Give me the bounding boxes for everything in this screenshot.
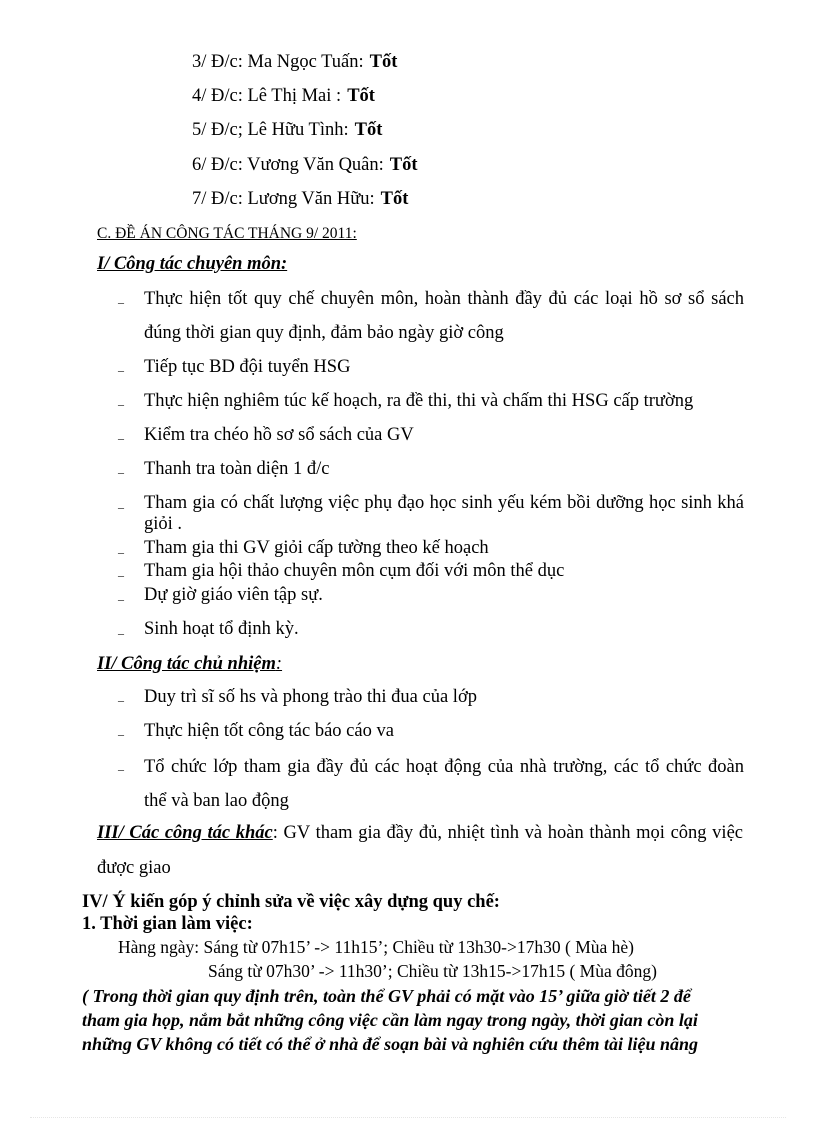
bullet-dash: – bbox=[118, 626, 124, 640]
staff-grade: Tốt bbox=[347, 86, 375, 106]
staff-grade: Tốt bbox=[354, 120, 383, 140]
bullet-dash: – bbox=[118, 727, 124, 741]
section-4-heading: IV/ Ý kiến góp ý chỉnh sửa về việc xây dựng quy chế: bbox=[82, 892, 500, 912]
staff-line bbox=[192, 120, 382, 141]
section-2-heading-colon: : bbox=[275, 654, 283, 674]
section-3-heading: III/ Các công tác khác bbox=[97, 823, 273, 843]
staff-line bbox=[192, 86, 375, 107]
note-line: những GV không có tiết có thể ở nhà để soạn bài và nghiên cứu thêm tài liệu nâng bbox=[82, 1034, 698, 1054]
staff-name: 6/ Đ/c: Vương Văn Quân: bbox=[192, 155, 384, 175]
list-item: đúng thời gian quy định, đảm bảo ngày giờ công bbox=[144, 323, 504, 343]
work-hours-summer: Hàng ngày: Sáng từ 07h15’ -> 11h15’; Chiều từ 13h30->17h30 ( Mùa hè) bbox=[118, 937, 634, 957]
bullet-dash: – bbox=[118, 397, 124, 411]
bullet-dash: – bbox=[118, 762, 124, 776]
list-item: Tổ chức lớp tham gia đầy đủ các hoạt động của nhà trường, các tổ chức đoàn bbox=[144, 757, 744, 777]
list-item: thể và ban lao động bbox=[144, 791, 289, 811]
list-item: Thực hiện nghiêm túc kế hoạch, ra đề thi, thi và chấm thi HSG cấp trường bbox=[144, 391, 694, 411]
staff-line bbox=[192, 189, 408, 210]
staff-line bbox=[192, 52, 397, 73]
staff-grade: Tốt bbox=[389, 155, 418, 175]
list-item: Thực hiện tốt quy chế chuyên môn, hoàn thành đầy đủ các loại hồ sơ sổ sách bbox=[144, 289, 744, 309]
section-2-heading: II/ Công tác chủ nhiệm bbox=[97, 654, 276, 674]
section-3-text-cont: được giao bbox=[97, 858, 171, 878]
list-item: giỏi . bbox=[144, 514, 183, 534]
section-3-text: : GV tham gia đầy đủ, nhiệt tình và hoàn thành mọi công việc bbox=[272, 823, 743, 843]
list-item: Thực hiện tốt công tác báo cáo va bbox=[144, 721, 394, 741]
section-3-line bbox=[97, 823, 743, 844]
list-item: Duy trì sĩ số hs và phong trào thi đua của lớp bbox=[144, 687, 477, 707]
list-item: Kiểm tra chéo hồ sơ sổ sách của GV bbox=[144, 425, 414, 445]
section-2-heading-line bbox=[97, 654, 282, 675]
list-item: Dự giờ giáo viên tập sự. bbox=[144, 585, 323, 605]
note-line: tham gia họp, nắm bắt những công việc cần làm ngay trong ngày, thời gian còn lại bbox=[82, 1010, 698, 1030]
bullet-dash: – bbox=[118, 363, 124, 377]
work-hours-winter: Sáng từ 07h30’ -> 11h30’; Chiều từ 13h15->17h15 ( Mùa đông) bbox=[208, 961, 657, 981]
list-item: Tham gia có chất lượng việc phụ đạo học sinh yếu kém bồi dưỡng học sinh khá bbox=[144, 493, 744, 513]
bullet-dash: – bbox=[118, 500, 124, 514]
staff-grade: Tốt bbox=[369, 52, 398, 72]
section-4-subheading: 1. Thời gian làm việc: bbox=[82, 914, 253, 934]
bullet-dash: – bbox=[118, 465, 124, 479]
bullet-dash: – bbox=[118, 431, 124, 445]
staff-name: 4/ Đ/c: Lê Thị Mai : bbox=[192, 86, 342, 106]
staff-grade: Tốt bbox=[380, 189, 409, 209]
bullet-dash: – bbox=[118, 693, 124, 707]
list-item: Tham gia thi GV giỏi cấp tường theo kế hoạch bbox=[144, 538, 489, 558]
staff-name: 7/ Đ/c: Lương Văn Hữu: bbox=[192, 189, 375, 209]
list-item: Sinh hoạt tổ định kỳ. bbox=[144, 619, 299, 639]
page-bottom-divider bbox=[30, 1117, 786, 1118]
list-item: Tham gia hội thảo chuyên môn cụm đối với môn thể dục bbox=[144, 561, 565, 581]
note-line: ( Trong thời gian quy định trên, toàn thể GV phải có mặt vào 15’ giữa giờ tiết 2 để bbox=[82, 986, 691, 1006]
bullet-dash: – bbox=[118, 295, 124, 309]
bullet-dash: – bbox=[118, 568, 124, 582]
bullet-dash: – bbox=[118, 592, 124, 606]
list-item: Tiếp tục BD đội tuyển HSG bbox=[144, 357, 351, 377]
work-hours-note bbox=[82, 984, 742, 1056]
bullet-dash: – bbox=[118, 545, 124, 559]
section-1-heading: I/ Công tác chuyên môn: bbox=[97, 254, 288, 274]
section-c-title: C. ĐỀ ÁN CÔNG TÁC THÁNG 9/ 2011: bbox=[97, 225, 357, 242]
staff-line bbox=[192, 155, 418, 176]
staff-name: 3/ Đ/c: Ma Ngọc Tuấn: bbox=[192, 52, 364, 72]
list-item: Thanh tra toàn diện 1 đ/c bbox=[144, 459, 330, 479]
staff-name: 5/ Đ/c; Lê Hữu Tình: bbox=[192, 120, 349, 140]
